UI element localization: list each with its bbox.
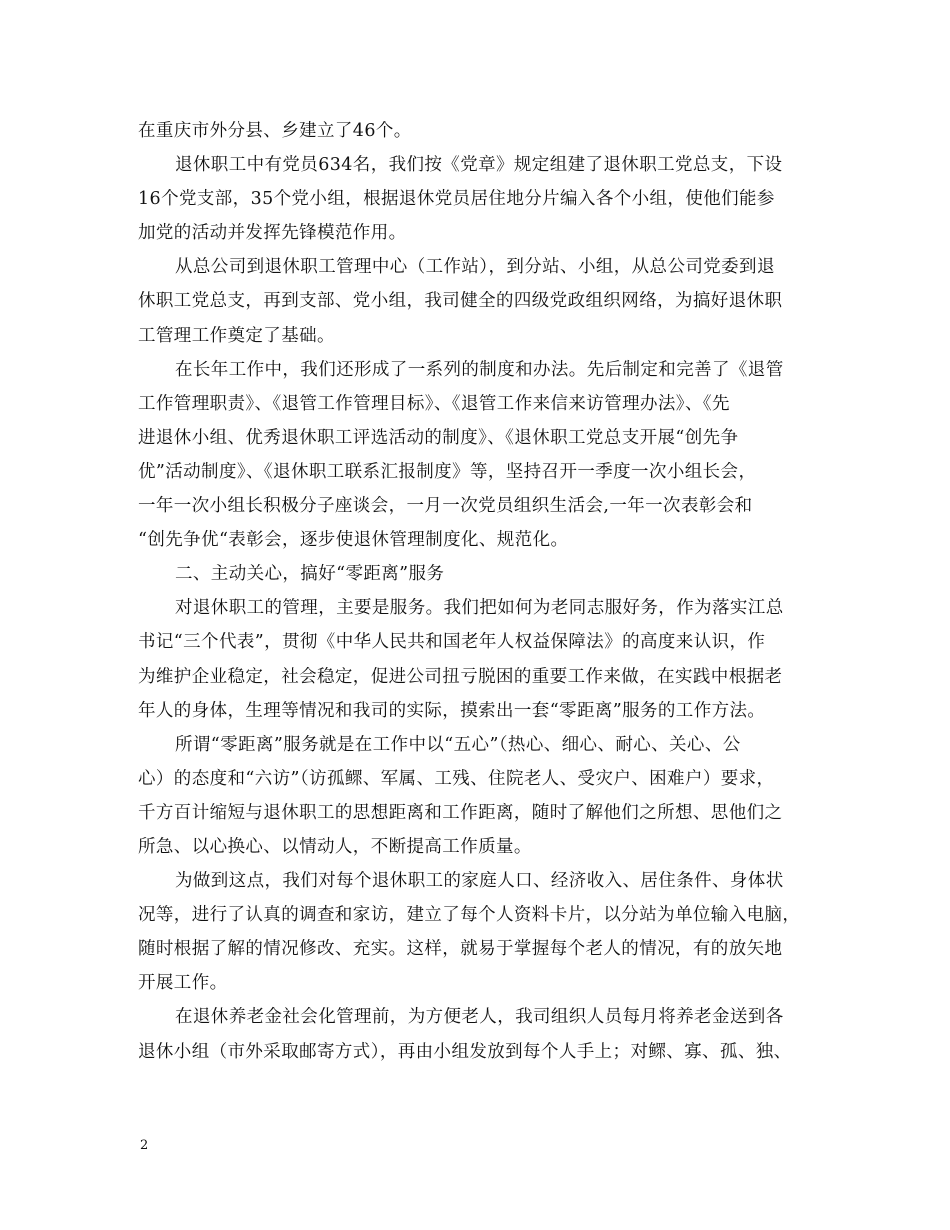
text-line: 从总公司到退休职工管理中心（工作站），到分站、小组，从总公司党委到退 (175, 257, 775, 278)
text-line: 心）的态度和“六访”（访孤鳏、军属、工残、住院老人、受灾户、困难户）要求， (138, 768, 775, 789)
text-line: 为维护企业稳定，社会稳定，促进公司扭亏脱困的重要工作来做，在实践中根据老 (138, 666, 783, 687)
text-line: 所急、以心换心、以情动人，不断提高工作质量。 (138, 836, 532, 857)
body-text (138, 114, 818, 1069)
text-line: 优”活动制度》、《退休职工联系汇报制度》等，坚持召开一季度一次小组长会， (138, 461, 757, 482)
section-heading: 二、主动关心，搞好“零距离”服务 (175, 564, 445, 585)
text-line: 况等，进行了认真的调查和家访，建立了每个人资料卡片，以分站为单位输入电脑， (138, 905, 801, 926)
text-line: 在长年工作中，我们还形成了一系列的制度和办法。先后制定和完善了《退管 (175, 359, 784, 380)
text-line: 工管理工作奠定了基础。 (138, 325, 335, 346)
text-line: 在重庆市外分县、乡建立了46个。 (138, 121, 412, 141)
text-line: 进退休小组、优秀退休职工评选活动的制度》、《退休职工党总支开展“创先争 (138, 427, 739, 448)
text-line: “创先争优“表彰会，逐步使退休管理制度化、规范化。 (138, 530, 569, 551)
text-line: 退休职工中有党员634名，我们按《党章》规定组建了退休职工党总支，下设 (175, 155, 783, 176)
text-line: 所谓“零距离”服务就是在工作中以“五心”（热心、细心、耐心、关心、公 (175, 734, 741, 755)
text-line: 年人的身体，生理等情况和我司的实际，摸索出一套“零距离”服务的工作方法。 (138, 700, 766, 721)
text-line: 工作管理职责》、《退管工作管理目标》、《退管工作来信来访管理办法》、《先 (138, 393, 730, 414)
text-line: 退休小组（市外采取邮寄方式），再由小组发放到每个人手上；对鳏、寡、孤、独、 (138, 1041, 792, 1062)
text-line: 加党的活动并发挥先锋模范作用。 (138, 223, 407, 244)
text-line: 为做到这点，我们对每个退休职工的家庭人口、经济收入、居住条件、身体状 (175, 871, 784, 892)
text-line: 书记“三个代表”，贯彻《中华人民共和国老年人权益保障法》的高度来认识，作 (138, 632, 766, 653)
page-number: 2 (140, 1138, 149, 1153)
text-line: 一年一次小组长积极分子座谈会，一月一次党员组织生活会,一年一次表彰会和 (138, 496, 753, 517)
text-line: 对退休职工的管理，主要是服务。我们把如何为老同志服好务，作为落实江总 (175, 598, 784, 619)
text-line: 休职工党总支，再到支部、党小组，我司健全的四级党政组织网络，为搞好退休职 (138, 291, 783, 312)
text-line: 随时根据了解的情况修改、充实。这样，就易于掌握每个老人的情况，有的放矢地 (138, 939, 783, 960)
text-line: 16个党支部，35个党小组，根据退休党员居住地分片编入各个小组，使他们能参 (138, 189, 775, 210)
text-line: 千方百计缩短与退休职工的思想距离和工作距离，随时了解他们之所想、思他们之 (138, 802, 783, 823)
text-line: 在退休养老金社会化管理前，为方便老人，我司组织人员每月将养老金送到各 (175, 1007, 784, 1028)
text-line: 开展工作。 (138, 973, 228, 994)
